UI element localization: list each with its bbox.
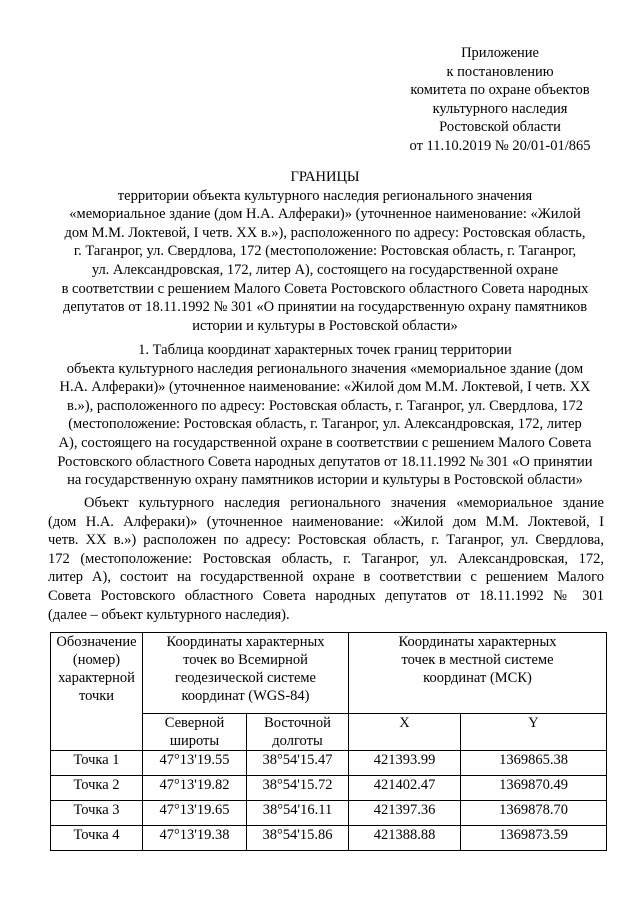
header-north-latitude: Северной широты <box>143 714 247 751</box>
cell-x: 421397.36 <box>349 801 461 826</box>
section-heading-block <box>46 341 604 490</box>
cell-east: 38°54'15.47 <box>247 751 349 776</box>
appendix-block <box>380 44 620 156</box>
appendix-line: комитета по охране объектов <box>410 82 590 99</box>
section-line: в.»), расположенного по адресу: Ростовская область, г. Таганрог, ул. Свердлова, 172 <box>67 397 583 414</box>
title-line: территории объекта культурного наследия регионального значения <box>117 187 533 204</box>
appendix-line: к постановлению <box>446 63 554 80</box>
paragraph-line: (дом Н.А. Алфераки)» (уточненное наименование: «Жилой дом М.М. Локтевой, I <box>48 513 604 530</box>
paragraph-line: литер А), состоит на государственной охране в соответствии с решением Малого <box>48 569 604 586</box>
cell-north: 47°13'19.38 <box>143 826 247 851</box>
cell-north: 47°13'19.55 <box>143 751 247 776</box>
body-paragraph <box>48 494 604 624</box>
title-line: дом М.М. Локтевой, I четв. XX в.»), расположенного по адресу: Ростовская область, <box>64 224 586 241</box>
appendix-line: от 11.10.2019 № 20/01-01/865 <box>409 137 591 154</box>
cell-point: Точка 2 <box>51 776 143 801</box>
cell-y: 1369870.49 <box>461 776 607 801</box>
title-line: г. Таганрог, ул. Свердлова, 172 (местоположение: Ростовская область, г. Таганрог, <box>73 243 577 260</box>
cell-north: 47°13'19.65 <box>143 801 247 826</box>
appendix-line: Приложение <box>461 45 539 61</box>
cell-point: Точка 4 <box>51 826 143 851</box>
appendix-line: культурного наследия <box>432 100 568 117</box>
paragraph-line: (далее – объект культурного наследия). <box>48 606 290 623</box>
coordinates-table <box>50 632 607 851</box>
appendix-line: Ростовской области <box>439 119 561 136</box>
table-row <box>51 776 607 801</box>
header-y: Y <box>461 714 607 751</box>
cell-point: Точка 3 <box>51 801 143 826</box>
title-line: в соответствии с решением Малого Совета Ростовского областного Совета народных <box>61 280 589 297</box>
cell-y: 1369873.59 <box>461 826 607 851</box>
paragraph-line: Объект культурного наследия регионального значения «мемориальное здание <box>84 495 604 511</box>
title-line: «мемориальное здание (дом Н.А. Алфераки)» (уточненное наименование: «Жилой <box>69 206 581 223</box>
cell-y: 1369878.70 <box>461 801 607 826</box>
cell-x: 421402.47 <box>349 776 461 801</box>
paragraph-line: Совета Ростовского областного Совета народных депутатов от 18.11.1992 № 301 <box>48 587 604 604</box>
title-line: депутатов от 18.11.1992 № 301 «О принятии на государственную охрану памятников <box>62 299 588 316</box>
title-line: ул. Александровская, 172, литер А), состоящего на государственной охране <box>91 261 559 278</box>
header-wgs84: Координаты характерных точек во Всемирной геодезической системе координат (WGS-84) <box>143 633 349 714</box>
paragraph-line: четв. XX в.») расположен по адресу: Ростовская область, г. Таганрог, ул. Свердлова, <box>48 532 604 549</box>
cell-east: 38°54'16.11 <box>247 801 349 826</box>
section-line: А), состоящего на государственной охране в соответствии с решением Малого Совета <box>58 434 592 451</box>
title-block <box>46 168 604 335</box>
cell-point: Точка 1 <box>51 751 143 776</box>
cell-x: 421388.88 <box>349 826 461 851</box>
title-line: истории и культуры в Ростовской области» <box>192 317 458 334</box>
section-line: объекта культурного наследия регионального значения «мемориальное здание (дом <box>66 360 584 377</box>
section-line: Ростовского областного Совета народных депутатов от 18.11.1992 № 301 «О принятии <box>57 453 593 470</box>
section-line: на государственную охрану памятников истории и культуры в Ростовской области» <box>67 472 583 489</box>
header-east-longitude: Восточной долготы <box>247 714 349 751</box>
table-row <box>51 751 607 776</box>
paragraph-line: 172 (местоположение: Ростовская область, г. Таганрог, ул. Александровская, 172, <box>48 550 604 567</box>
cell-y: 1369865.38 <box>461 751 607 776</box>
title-heading: ГРАНИЦЫ <box>290 169 360 185</box>
table-row <box>51 826 607 851</box>
cell-x: 421393.99 <box>349 751 461 776</box>
table-row <box>51 801 607 826</box>
header-designation: Обозначение (номер) характерной точки <box>51 633 143 751</box>
header-x: X <box>349 714 461 751</box>
section-line: 1. Таблица координат характерных точек границ территории <box>138 342 512 358</box>
header-msk: Координаты характерных точек в местной системе координат (МСК) <box>349 633 607 714</box>
cell-north: 47°13'19.82 <box>143 776 247 801</box>
section-line: (местоположение: Ростовская область, г. Таганрог, ул. Александровская, 172, литер <box>68 416 582 433</box>
section-line: Н.А. Алфераки)» (уточненное наименование: «Жилой дом М.М. Локтевой, I четв. XX <box>59 379 591 396</box>
cell-east: 38°54'15.86 <box>247 826 349 851</box>
cell-east: 38°54'15.72 <box>247 776 349 801</box>
